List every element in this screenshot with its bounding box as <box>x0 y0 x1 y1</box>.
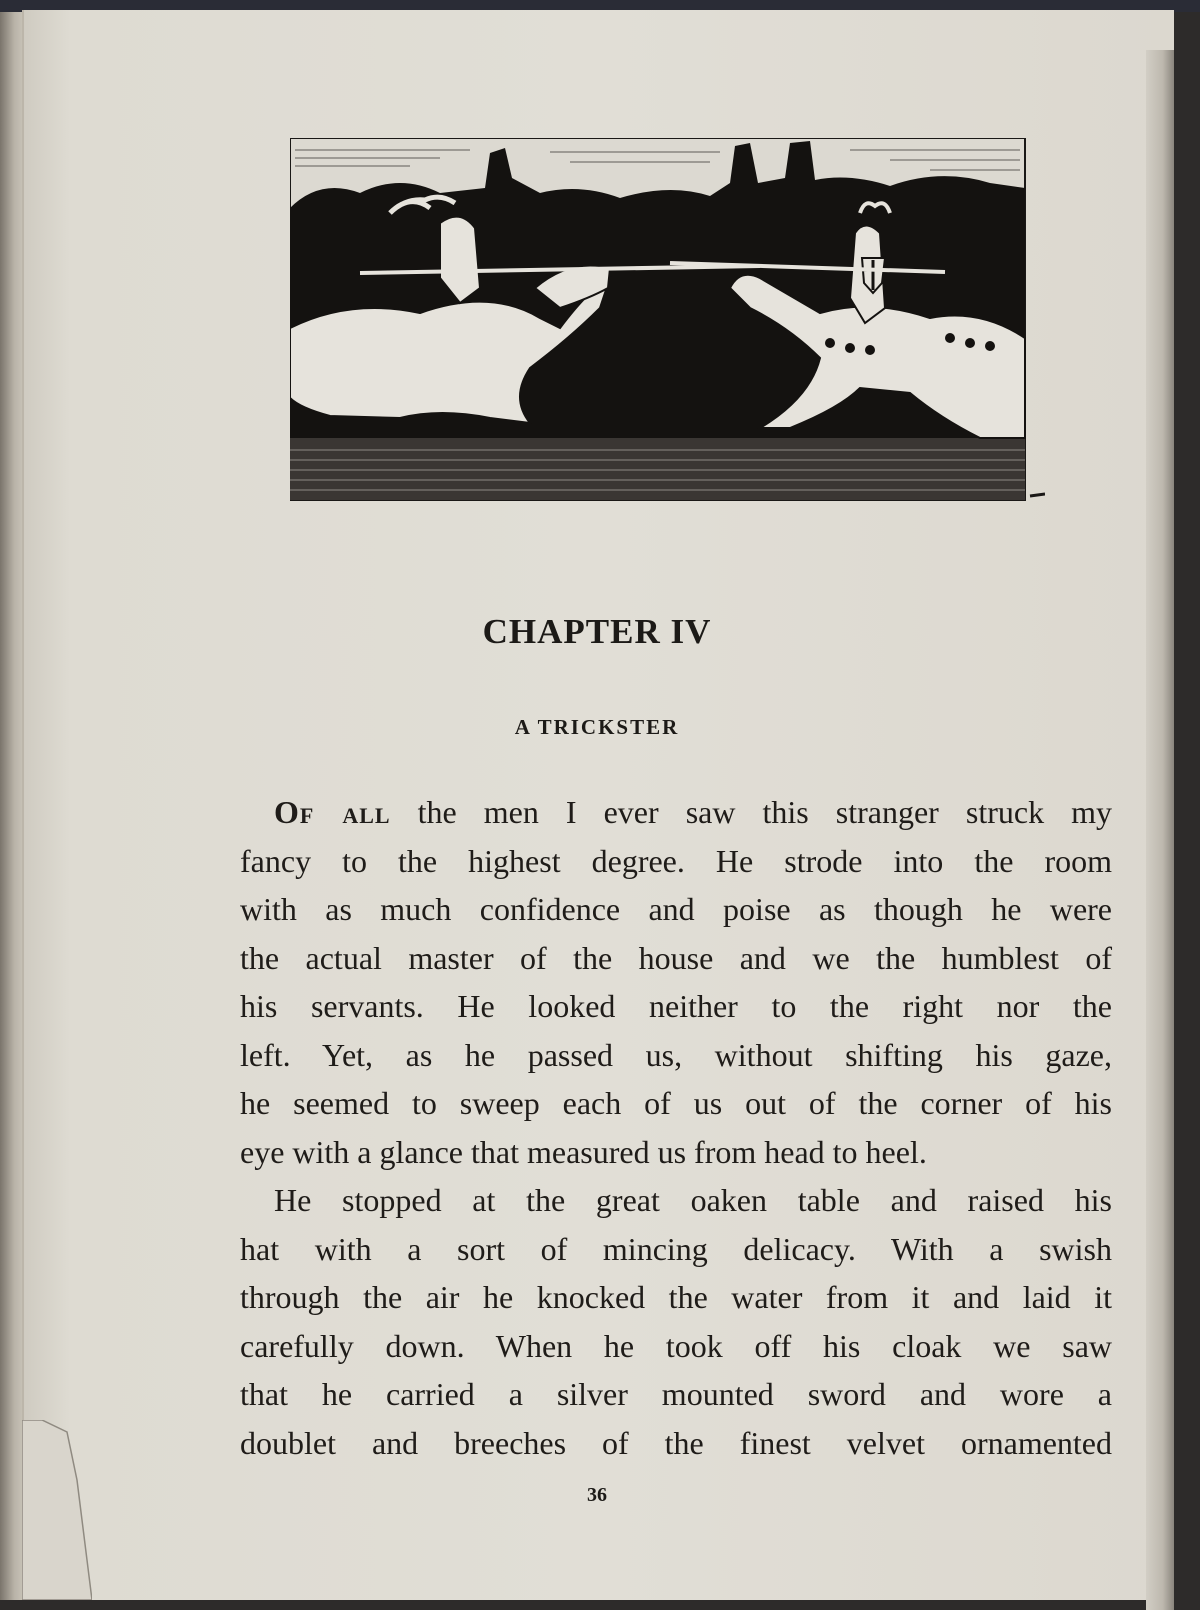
paragraph-line: that he carried a silver mounted sword and wore a <box>240 1376 1112 1412</box>
jousting-knights-illustration <box>290 138 1045 510</box>
paragraph-line: carefully down. When he took off his cloak we saw <box>240 1327 1112 1364</box>
page-number: 36 <box>587 1484 607 1506</box>
paragraph-line: his servants. He looked neither to the right nor the <box>240 988 1112 1024</box>
paragraph-line: hat with a sort of mincing delicacy. With a swish <box>240 1230 1112 1267</box>
paragraph-line: eye with a glance that measured us from head to heel. <box>240 1133 927 1170</box>
paragraph-line: doublet and breeches of the finest velvet ornamented <box>240 1424 1112 1461</box>
paragraph-line <box>240 788 1112 837</box>
paragraph-line: with as much confidence and poise as though he were <box>240 891 1112 927</box>
book-left-edge <box>0 0 24 1600</box>
paragraph-line: he seemed to sweep each of us out of the corner of his <box>240 1085 1112 1121</box>
paragraph-line: left. Yet, as he passed us, without shifting his gaze, <box>240 1036 1112 1073</box>
paragraph-line: through the air he knocked the water from it and laid it <box>240 1279 1112 1315</box>
torn-page-corner <box>22 1420 92 1600</box>
paragraph-2 <box>240 1176 1112 1467</box>
chapter-title: CHAPTER IV <box>482 612 712 651</box>
paragraph-line: He stopped at the great oaken table and raised his <box>274 1182 1112 1218</box>
paragraph-line-text: the men I ever saw this stranger struck my <box>390 794 1112 830</box>
opening-small-caps: Of all <box>274 794 391 830</box>
page-stack-right-edge <box>1146 50 1174 1610</box>
paragraph-line: fancy to the highest degree. He strode into the room <box>240 842 1112 879</box>
paragraph-line: the actual master of the house and we the humblest of <box>240 939 1112 976</box>
paragraph-1 <box>240 788 1112 1176</box>
chapter-subtitle: A TRICKSTER <box>514 715 680 739</box>
